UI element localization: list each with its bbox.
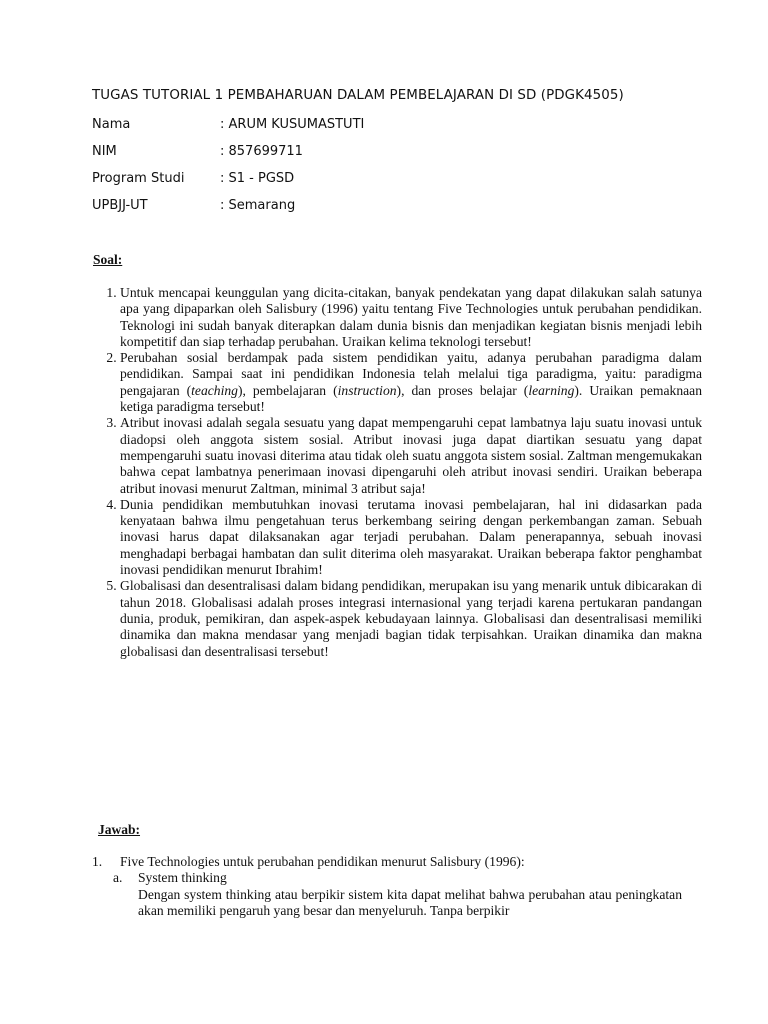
field-label: Program Studi	[92, 171, 185, 186]
question-text-part: ), pembelajaran (	[237, 382, 338, 398]
question-italic-term: learning	[528, 382, 575, 398]
answer-item	[92, 854, 682, 870]
question-text: Globalisasi dan desentralisasi dalam bidang pendidikan, merupakan isu yang menarik untuk dibicarakan di tahun 2018. Globalisasi adalah proses integrasi internasional yang terjadi karena pertukaran pandangan dunia, produk, pemikiran, dan aspek-aspek kebudayaan lainnya. Globalisasi dan desentralisasi memiliki dinamika dan makna mendasar yang menjadi bagian tidak terpisahkan. Uraikan dinamika dan makna globalisasi dan desentralisasi tersebut!	[120, 578, 702, 659]
question-text: Atribut inovasi adalah segala sesuatu yang dapat mempengaruhi cepat lambatnya laju suatu inovasi untuk diadopsi oleh anggota sistem sosial. Atribut inovasi juga dapat diartikan sesuatu yang dapat mempengaruhi suatu inovasi diterima atau tidak oleh suatu anggota sistem sosial. Zaltman mengemukakan bahwa cepat lambatnya penerimaan inovasi dipengaruhi oleh atribut inovasi sendiri. Uraikan beberapa atribut inovasi menurut Zaltman, minimal 3 atribut saja!	[120, 415, 702, 496]
field-value: : Semarang	[220, 198, 296, 213]
field-label: UPBJJ-UT	[92, 198, 148, 213]
sub-item-title: System thinking	[138, 870, 227, 886]
question-item	[120, 497, 702, 578]
answer-intro: Five Technologies untuk perubahan pendidikan menurut Salisbury (1996):	[120, 854, 525, 869]
question-text-part: Perubahan sosial berdampak pada sistem pendidikan yaitu, adanya perubahan paradigma dalam pendidikan. Sampai saat ini pendidikan Indonesia telah melalui tiga paradigma, yaitu: paradigma pengajaran (	[120, 350, 702, 398]
field-label: NIM	[92, 144, 117, 159]
field-upbjj-ut	[92, 198, 692, 218]
question-item	[120, 350, 702, 415]
sub-item-paragraph: Dengan system thinking atau berpikir sistem kita dapat melihat bahwa perubahan atau peningkatan akan memiliki pengaruh yang besar dan menyeluruh. Tanpa berpikir	[138, 886, 682, 918]
field-nim	[92, 144, 692, 164]
question-text-part: ). Uraikan pemaknaan ketiga paradigma tersebut!	[120, 382, 702, 415]
field-nama	[92, 117, 692, 137]
field-value: : ARUM KUSUMASTUTI	[220, 117, 365, 132]
question-list	[92, 285, 702, 660]
question-text-part: ), dan proses belajar (	[396, 382, 529, 398]
question-item	[120, 285, 702, 350]
question-italic-term: instruction	[337, 382, 397, 398]
answer-sub-item	[113, 870, 682, 886]
question-text: Untuk mencapai keunggulan yang dicita-citakan, banyak pendekatan yang dapat dilakukan salah satunya apa yang dipaparkan oleh Salisbury (1996) yaitu tentang Five Technologies untuk perubahan pendidikan. Teknologi ini sudah banyak diterapkan dalam dunia bisnis dan menjadikan kegiatan bisnis menjadi lebih kompetitif dan siap terhadap perubahan. Uraikan kelima teknologi tersebut!	[120, 285, 702, 349]
question-italic-term: teaching	[191, 382, 238, 398]
field-value: : S1 - PGSD	[220, 171, 295, 186]
document-title: TUGAS TUTORIAL 1 PEMBAHARUAN DALAM PEMBELAJARAN DI SD (PDGK4505)	[92, 88, 624, 103]
jawab-heading: Jawab:	[98, 822, 141, 837]
question-item	[120, 578, 702, 659]
sub-item-letter: a.	[113, 870, 123, 886]
answer-block	[92, 854, 682, 919]
question-item	[120, 415, 702, 496]
field-label: Nama	[92, 117, 131, 132]
answer-number: 1.	[92, 854, 103, 869]
question-text: Dunia pendidikan membutuhkan inovasi terutama inovasi pembelajaran, hal ini didasarkan pada kenyataan bahwa ilmu pengetahuan terus berkembang seiring dengan perkembangan zaman. Sebuah inovasi harus dapat dilaksanakan agar terjadi perubahan. Dalam penerapannya, sebuah inovasi menghadapi berbagai hambatan dan sulit diterima oleh masyarakat. Uraikan beberapa faktor penghambat inovasi pendidikan menurut Ibrahim!	[120, 496, 702, 578]
soal-heading: Soal:	[93, 252, 123, 267]
field-program-studi	[92, 171, 692, 191]
field-value: : 857699711	[220, 144, 303, 159]
